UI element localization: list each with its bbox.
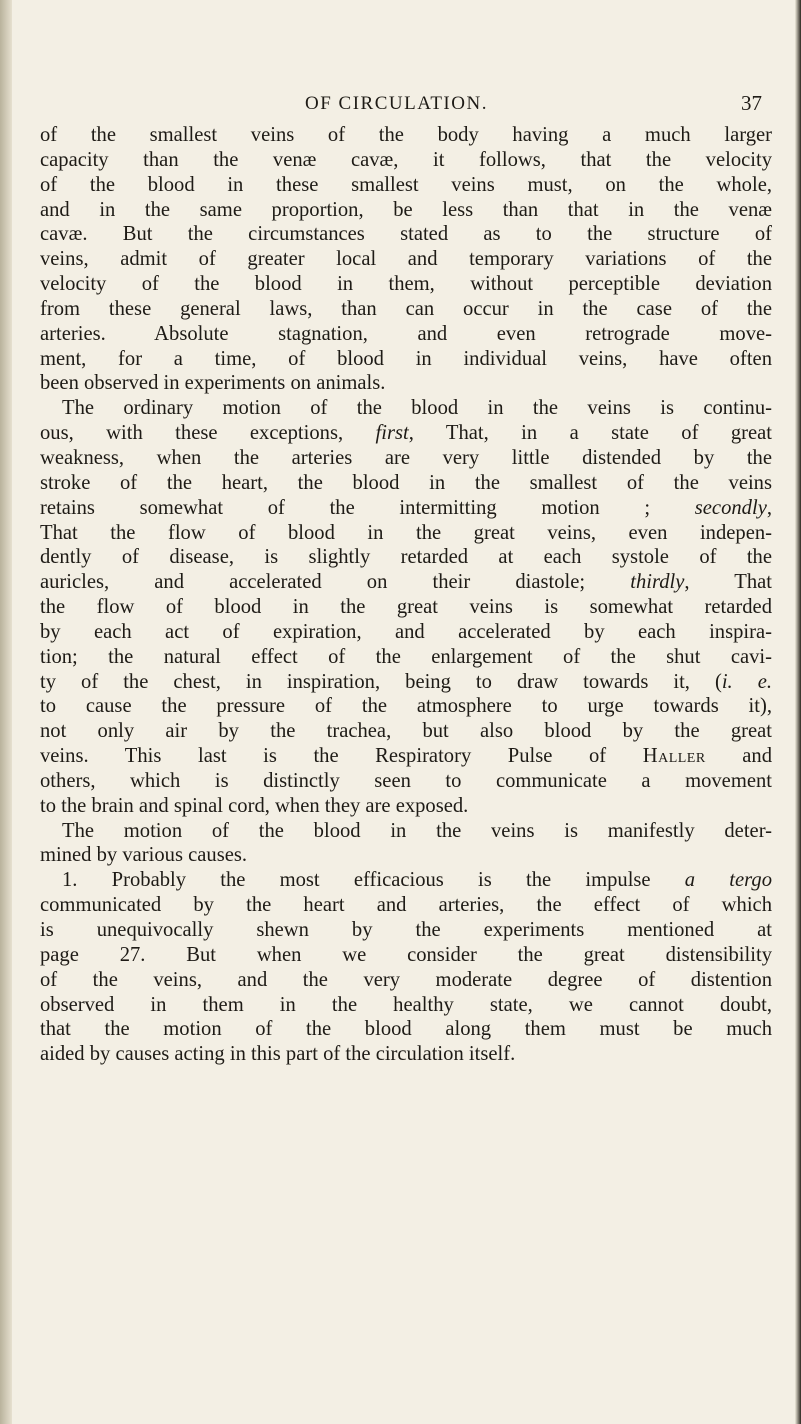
line-text: from these general laws, than can occur in the case of the [40, 297, 772, 320]
line-text: to cause the pressure of the atmosphere to urge towards it), [40, 695, 772, 718]
page-header [0, 91, 801, 121]
line-text: ment, for a time, of blood in individual veins, have often [40, 347, 772, 370]
text-line [40, 173, 772, 198]
line-text: been observed in experiments on animals. [40, 372, 386, 395]
line-text: to the brain and spinal cord, when they are exposed. [40, 794, 469, 817]
line-text: veins, admit of greater local and temporary variations of the [40, 248, 772, 271]
line-text: of the blood in these smallest veins must, on the whole, [40, 173, 772, 196]
line-text: cavæ. But the circumstances stated as to the structure of [40, 223, 772, 246]
line-text: ous, with these exceptions, [40, 422, 376, 445]
text-line [40, 297, 772, 322]
text-line [40, 471, 772, 496]
line-text: , That [684, 571, 772, 594]
text-line [40, 272, 772, 297]
text-line [40, 421, 772, 446]
text-line [40, 819, 772, 844]
line-text: and in the same proportion, be less than that in the venæ [40, 198, 772, 221]
text-line [40, 868, 772, 893]
running-head: OF CIRCULATION. [305, 93, 488, 114]
line-text: , [766, 496, 772, 519]
italic-text: thirdly [630, 571, 685, 594]
line-text: aided by causes acting in this part of the circulation itself. [40, 1043, 516, 1066]
text-line [40, 694, 772, 719]
text-line [40, 222, 772, 247]
italic-text: secondly [694, 496, 767, 519]
text-line [40, 148, 772, 173]
text-line [40, 794, 772, 819]
italic-text: a tergo [684, 869, 772, 892]
line-text: That the flow of blood in the great veins, even indepen- [40, 521, 772, 544]
line-text: of the veins, and the very moderate degree of distention [40, 968, 772, 991]
text-line [40, 620, 772, 645]
line-text: auricles, and accelerated on their diastole; [40, 571, 631, 594]
line-text: retains somewhat of the intermitting motion ; [40, 496, 695, 519]
line-text: The motion of the blood in the veins is manifestly deter- [62, 819, 772, 842]
line-text: weakness, when the arteries are very little distended by the [40, 446, 772, 469]
line-text: The ordinary motion of the blood in the veins is continu- [62, 397, 772, 420]
line-text: by each act of expiration, and accelerated by each inspira- [40, 620, 772, 643]
text-line [40, 769, 772, 794]
line-text: ty of the chest, in inspiration, being to draw towards it, ( [40, 670, 722, 693]
line-text: mined by various causes. [40, 844, 248, 867]
text-line [40, 1042, 772, 1067]
text-line [40, 943, 772, 968]
text-line [40, 570, 772, 595]
line-text: stroke of the heart, the blood in the smallest of the veins [40, 471, 772, 494]
line-text: capacity than the venæ cavæ, it follows, that the velocity [40, 148, 772, 171]
page-gutter-shadow [0, 0, 12, 1424]
page-edge [795, 0, 801, 1424]
line-text: observed in them in the healthy state, we cannot doubt, [40, 993, 772, 1016]
line-text: veins. This last is the Respiratory Pulse of [40, 745, 643, 768]
text-line [40, 247, 772, 272]
line-text: others, which is distinctly seen to communicate a movement [40, 769, 772, 792]
italic-text: first [375, 422, 409, 445]
body-text [40, 123, 772, 1067]
text-line [40, 670, 772, 695]
line-text: is unequivocally shewn by the experiments mentioned at [40, 919, 772, 941]
text-line [40, 198, 772, 223]
small-caps-name: Haller [642, 745, 706, 768]
text-line [40, 396, 772, 421]
line-text: 1. Probably the most efficacious is the impulse [62, 869, 685, 892]
line-text: page 27. But when we consider the great distensibility [40, 943, 772, 966]
text-line [40, 496, 772, 521]
text-line [40, 993, 772, 1018]
text-line [40, 843, 772, 868]
text-line [40, 123, 772, 148]
text-line [40, 744, 772, 769]
line-text: arteries. Absolute stagnation, and even retrograde move- [40, 322, 772, 345]
text-line [40, 918, 772, 943]
text-line [40, 1017, 772, 1042]
line-text: not only air by the trachea, but also blood by the great [40, 720, 772, 743]
line-text: tion; the natural effect of the enlargement of the shut cavi- [40, 645, 772, 668]
line-text: the flow of blood in the great veins is somewhat retarded [40, 596, 772, 619]
line-text: of the smallest veins of the body having a much larger [40, 124, 772, 146]
italic-text: i. e. [721, 670, 772, 693]
text-line [40, 968, 772, 993]
text-line [40, 595, 772, 620]
text-line [40, 521, 772, 546]
text-line [40, 347, 772, 372]
text-line [40, 371, 772, 396]
page-number: 37 [741, 91, 762, 115]
line-text: velocity of the blood in them, without perceptible deviation [40, 273, 772, 296]
text-line [40, 545, 772, 570]
line-text: dently of disease, is slightly retarded at each systole of the [40, 546, 772, 569]
line-text: communicated by the heart and arteries, the effect of which [40, 894, 772, 917]
text-line [40, 645, 772, 670]
text-line [40, 893, 772, 918]
text-line [40, 322, 772, 347]
line-text: , That, in a state of great [408, 422, 773, 445]
text-line [40, 446, 772, 471]
line-text: and [705, 745, 772, 768]
line-text: that the motion of the blood along them must be much [40, 1018, 772, 1041]
text-line [40, 719, 772, 744]
